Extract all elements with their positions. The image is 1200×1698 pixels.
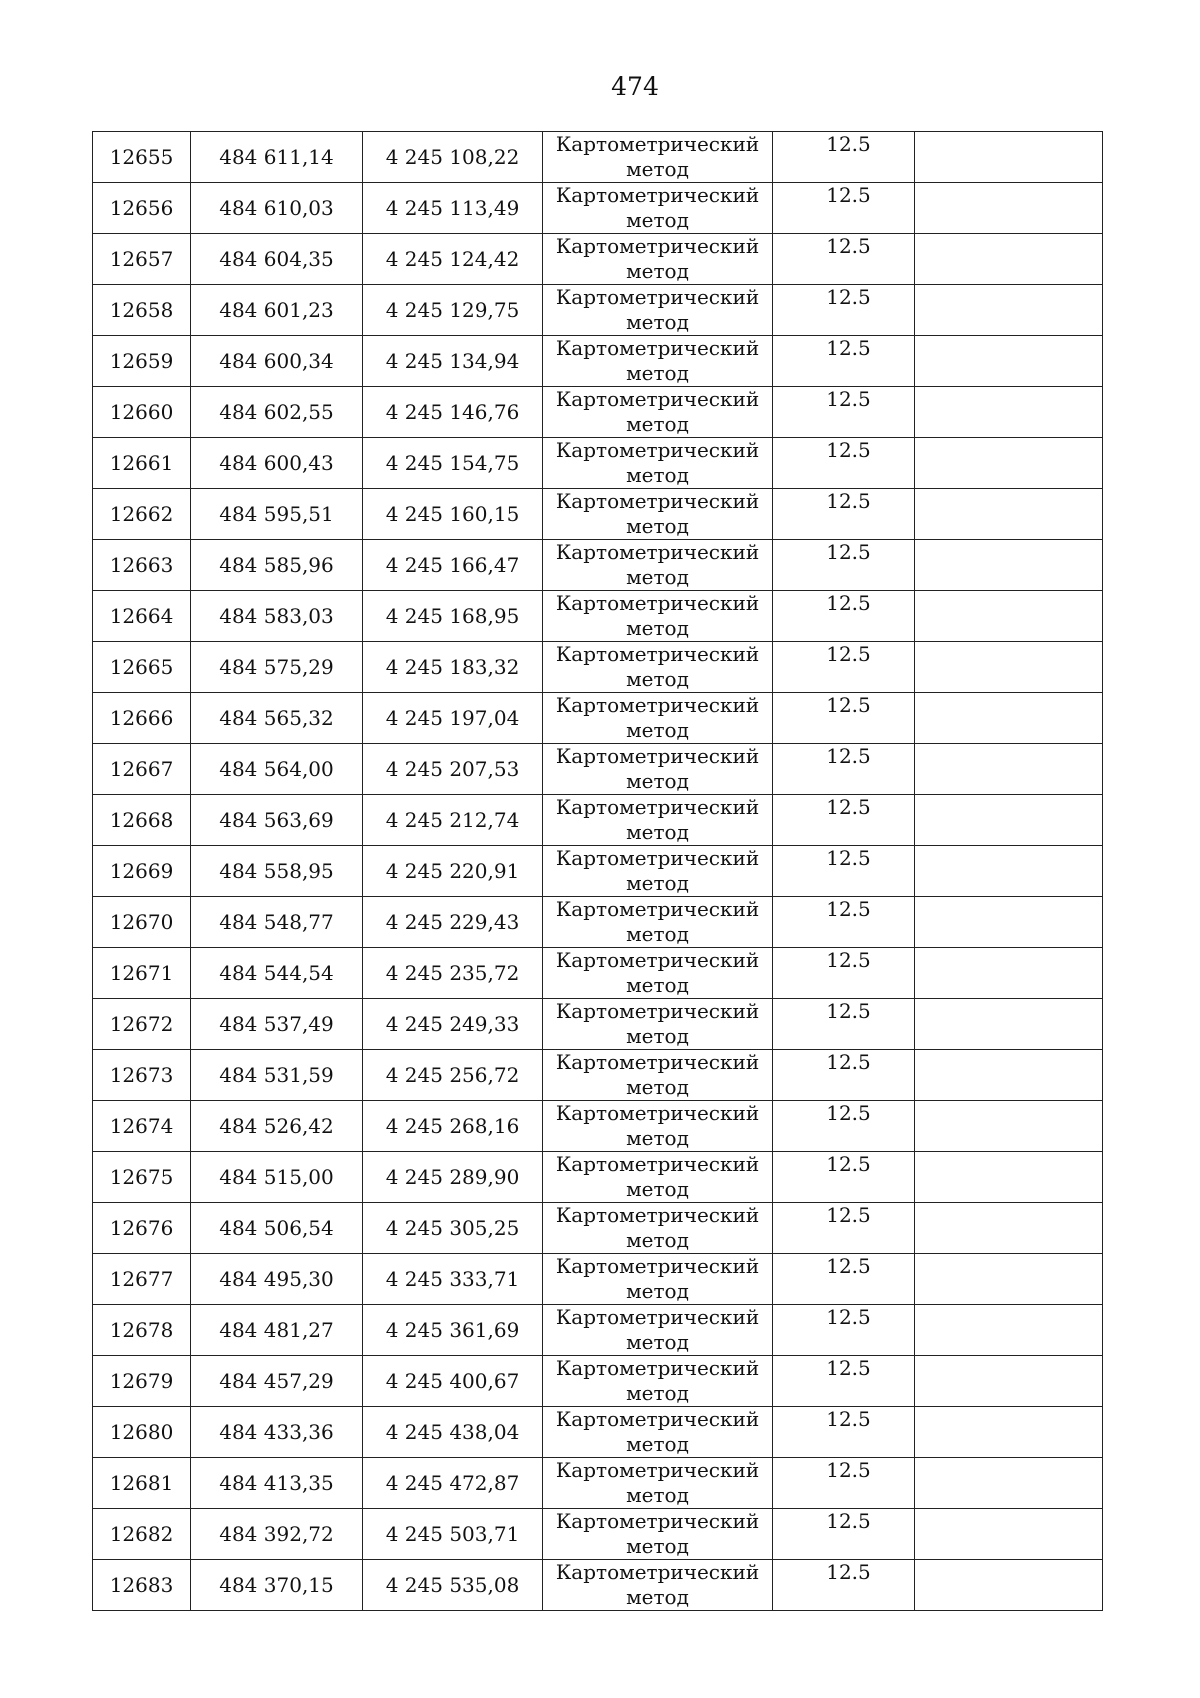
method-line-1: Картометрический (555, 948, 760, 972)
accuracy-cell (773, 1305, 915, 1356)
x-coordinate-cell: 484 604,35 (191, 234, 363, 285)
note-cell (915, 387, 1103, 438)
y-coordinate-cell: 4 245 268,16 (363, 1101, 543, 1152)
note-cell (915, 744, 1103, 795)
accuracy-value: 12.5 (826, 387, 871, 411)
method-line-2: метод (626, 361, 689, 385)
accuracy-cell (773, 1509, 915, 1560)
method-line-1: Картометрический (555, 1305, 760, 1329)
method-cell (543, 489, 773, 540)
accuracy-value: 12.5 (826, 1203, 871, 1227)
method-line-2: метод (626, 922, 689, 946)
y-coordinate-cell: 4 245 361,69 (363, 1305, 543, 1356)
table-row (93, 591, 1103, 642)
x-coordinate-cell: 484 481,27 (191, 1305, 363, 1356)
y-coordinate-cell: 4 245 124,42 (363, 234, 543, 285)
method-line-2: метод (626, 208, 689, 232)
table-row (93, 489, 1103, 540)
method-line-1: Картометрический (555, 489, 760, 513)
method-line-1: Картометрический (555, 1101, 760, 1125)
point-number-cell: 12660 (93, 387, 191, 438)
accuracy-value: 12.5 (826, 183, 871, 207)
method-cell (543, 999, 773, 1050)
x-coordinate-cell: 484 392,72 (191, 1509, 363, 1560)
coordinates-table (92, 131, 1103, 1611)
note-cell (915, 1050, 1103, 1101)
accuracy-cell (773, 285, 915, 336)
method-line-1: Картометрический (555, 1458, 760, 1482)
method-line-2: метод (626, 1228, 689, 1252)
method-cell (543, 132, 773, 183)
table-row (93, 744, 1103, 795)
point-number-cell: 12674 (93, 1101, 191, 1152)
accuracy-value: 12.5 (826, 489, 871, 513)
accuracy-cell (773, 1407, 915, 1458)
method-cell (543, 540, 773, 591)
accuracy-value: 12.5 (826, 285, 871, 309)
x-coordinate-cell: 484 413,35 (191, 1458, 363, 1509)
table-row (93, 897, 1103, 948)
accuracy-cell (773, 1356, 915, 1407)
method-cell (543, 897, 773, 948)
point-number-cell: 12679 (93, 1356, 191, 1407)
method-line-1: Картометрический (555, 336, 760, 360)
method-line-1: Картометрический (555, 642, 760, 666)
point-number-cell: 12668 (93, 795, 191, 846)
y-coordinate-cell: 4 245 438,04 (363, 1407, 543, 1458)
method-line-2: метод (626, 412, 689, 436)
x-coordinate-cell: 484 537,49 (191, 999, 363, 1050)
point-number-cell: 12673 (93, 1050, 191, 1101)
note-cell (915, 285, 1103, 336)
x-coordinate-cell: 484 601,23 (191, 285, 363, 336)
method-line-2: метод (626, 667, 689, 691)
method-cell (543, 846, 773, 897)
table-row (93, 1254, 1103, 1305)
accuracy-cell (773, 744, 915, 795)
table-row (93, 1050, 1103, 1101)
y-coordinate-cell: 4 245 197,04 (363, 693, 543, 744)
method-line-2: метод (626, 1585, 689, 1609)
method-line-1: Картометрический (555, 846, 760, 870)
method-line-1: Картометрический (555, 1152, 760, 1176)
method-line-1: Картометрический (555, 540, 760, 564)
table-row (93, 285, 1103, 336)
point-number-cell: 12658 (93, 285, 191, 336)
x-coordinate-cell: 484 563,69 (191, 795, 363, 846)
note-cell (915, 183, 1103, 234)
method-line-1: Картометрический (555, 999, 760, 1023)
method-line-2: метод (626, 718, 689, 742)
point-number-cell: 12657 (93, 234, 191, 285)
accuracy-value: 12.5 (826, 336, 871, 360)
accuracy-value: 12.5 (826, 1560, 871, 1584)
table-row (93, 1203, 1103, 1254)
method-line-1: Картометрический (555, 591, 760, 615)
accuracy-cell (773, 642, 915, 693)
accuracy-cell (773, 1254, 915, 1305)
table-row (93, 132, 1103, 183)
method-cell (543, 1152, 773, 1203)
y-coordinate-cell: 4 245 108,22 (363, 132, 543, 183)
method-cell (543, 1203, 773, 1254)
method-line-1: Картометрический (555, 234, 760, 258)
method-line-1: Картометрический (555, 1203, 760, 1227)
accuracy-cell (773, 489, 915, 540)
page-number: 474 (611, 72, 659, 101)
method-line-2: метод (626, 259, 689, 283)
method-line-1: Картометрический (555, 1050, 760, 1074)
accuracy-value: 12.5 (826, 999, 871, 1023)
accuracy-value: 12.5 (826, 540, 871, 564)
accuracy-cell (773, 591, 915, 642)
method-line-1: Картометрический (555, 693, 760, 717)
y-coordinate-cell: 4 245 154,75 (363, 438, 543, 489)
method-cell (543, 948, 773, 999)
accuracy-value: 12.5 (826, 744, 871, 768)
x-coordinate-cell: 484 548,77 (191, 897, 363, 948)
method-line-2: метод (626, 1534, 689, 1558)
y-coordinate-cell: 4 245 129,75 (363, 285, 543, 336)
method-line-2: метод (626, 1126, 689, 1150)
y-coordinate-cell: 4 245 289,90 (363, 1152, 543, 1203)
method-cell (543, 1356, 773, 1407)
x-coordinate-cell: 484 611,14 (191, 132, 363, 183)
method-line-2: метод (626, 514, 689, 538)
method-line-1: Картометрический (555, 1254, 760, 1278)
method-line-1: Картометрический (555, 438, 760, 462)
method-line-2: метод (626, 1483, 689, 1507)
method-line-2: метод (626, 1330, 689, 1354)
accuracy-cell (773, 693, 915, 744)
method-line-2: метод (626, 1177, 689, 1201)
table-row (93, 795, 1103, 846)
x-coordinate-cell: 484 583,03 (191, 591, 363, 642)
y-coordinate-cell: 4 245 256,72 (363, 1050, 543, 1101)
note-cell (915, 132, 1103, 183)
table-row (93, 1305, 1103, 1356)
method-line-2: метод (626, 1381, 689, 1405)
accuracy-value: 12.5 (826, 1050, 871, 1074)
y-coordinate-cell: 4 245 333,71 (363, 1254, 543, 1305)
point-number-cell: 12667 (93, 744, 191, 795)
table-row (93, 1560, 1103, 1611)
x-coordinate-cell: 484 610,03 (191, 183, 363, 234)
method-cell (543, 1305, 773, 1356)
accuracy-cell (773, 795, 915, 846)
note-cell (915, 591, 1103, 642)
point-number-cell: 12677 (93, 1254, 191, 1305)
x-coordinate-cell: 484 558,95 (191, 846, 363, 897)
accuracy-value: 12.5 (826, 693, 871, 717)
note-cell (915, 642, 1103, 693)
y-coordinate-cell: 4 245 212,74 (363, 795, 543, 846)
table-row (93, 387, 1103, 438)
x-coordinate-cell: 484 565,32 (191, 693, 363, 744)
accuracy-cell (773, 948, 915, 999)
method-cell (543, 795, 773, 846)
note-cell (915, 1254, 1103, 1305)
method-cell (543, 693, 773, 744)
accuracy-cell (773, 1458, 915, 1509)
table-row (93, 642, 1103, 693)
accuracy-value: 12.5 (826, 1305, 871, 1329)
method-line-2: метод (626, 310, 689, 334)
method-line-1: Картометрический (555, 132, 760, 156)
accuracy-cell (773, 438, 915, 489)
point-number-cell: 12683 (93, 1560, 191, 1611)
note-cell (915, 1101, 1103, 1152)
method-line-1: Картометрический (555, 1560, 760, 1584)
accuracy-value: 12.5 (826, 234, 871, 258)
method-cell (543, 438, 773, 489)
x-coordinate-cell: 484 564,00 (191, 744, 363, 795)
point-number-cell: 12661 (93, 438, 191, 489)
y-coordinate-cell: 4 245 535,08 (363, 1560, 543, 1611)
point-number-cell: 12662 (93, 489, 191, 540)
x-coordinate-cell: 484 585,96 (191, 540, 363, 591)
method-line-2: метод (626, 463, 689, 487)
y-coordinate-cell: 4 245 183,32 (363, 642, 543, 693)
note-cell (915, 438, 1103, 489)
x-coordinate-cell: 484 544,54 (191, 948, 363, 999)
method-cell (543, 1101, 773, 1152)
note-cell (915, 1509, 1103, 1560)
method-line-1: Картометрический (555, 285, 760, 309)
point-number-cell: 12675 (93, 1152, 191, 1203)
note-cell (915, 1305, 1103, 1356)
accuracy-value: 12.5 (826, 948, 871, 972)
point-number-cell: 12671 (93, 948, 191, 999)
accuracy-cell (773, 336, 915, 387)
accuracy-cell (773, 1560, 915, 1611)
accuracy-cell (773, 897, 915, 948)
x-coordinate-cell: 484 506,54 (191, 1203, 363, 1254)
accuracy-value: 12.5 (826, 1152, 871, 1176)
y-coordinate-cell: 4 245 166,47 (363, 540, 543, 591)
method-line-1: Картометрический (555, 387, 760, 411)
x-coordinate-cell: 484 600,34 (191, 336, 363, 387)
accuracy-cell (773, 846, 915, 897)
table-row (93, 693, 1103, 744)
note-cell (915, 234, 1103, 285)
accuracy-cell (773, 387, 915, 438)
method-cell (543, 1458, 773, 1509)
y-coordinate-cell: 4 245 235,72 (363, 948, 543, 999)
point-number-cell: 12655 (93, 132, 191, 183)
table-row (93, 183, 1103, 234)
y-coordinate-cell: 4 245 305,25 (363, 1203, 543, 1254)
method-cell (543, 1407, 773, 1458)
note-cell (915, 693, 1103, 744)
y-coordinate-cell: 4 245 503,71 (363, 1509, 543, 1560)
method-line-2: метод (626, 973, 689, 997)
x-coordinate-cell: 484 526,42 (191, 1101, 363, 1152)
point-number-cell: 12680 (93, 1407, 191, 1458)
accuracy-cell (773, 183, 915, 234)
table-row (93, 1407, 1103, 1458)
note-cell (915, 999, 1103, 1050)
method-cell (543, 744, 773, 795)
point-number-cell: 12670 (93, 897, 191, 948)
method-cell (543, 642, 773, 693)
table-row (93, 999, 1103, 1050)
table-row (93, 1356, 1103, 1407)
accuracy-value: 12.5 (826, 591, 871, 615)
accuracy-cell (773, 1050, 915, 1101)
y-coordinate-cell: 4 245 249,33 (363, 999, 543, 1050)
y-coordinate-cell: 4 245 400,67 (363, 1356, 543, 1407)
accuracy-cell (773, 540, 915, 591)
table-row (93, 846, 1103, 897)
point-number-cell: 12678 (93, 1305, 191, 1356)
method-cell (543, 1254, 773, 1305)
table-row (93, 540, 1103, 591)
x-coordinate-cell: 484 531,59 (191, 1050, 363, 1101)
method-cell (543, 387, 773, 438)
x-coordinate-cell: 484 600,43 (191, 438, 363, 489)
y-coordinate-cell: 4 245 472,87 (363, 1458, 543, 1509)
accuracy-cell (773, 1152, 915, 1203)
x-coordinate-cell: 484 515,00 (191, 1152, 363, 1203)
accuracy-cell (773, 999, 915, 1050)
y-coordinate-cell: 4 245 134,94 (363, 336, 543, 387)
point-number-cell: 12681 (93, 1458, 191, 1509)
note-cell (915, 948, 1103, 999)
method-line-1: Картометрический (555, 897, 760, 921)
x-coordinate-cell: 484 457,29 (191, 1356, 363, 1407)
method-line-2: метод (626, 565, 689, 589)
note-cell (915, 336, 1103, 387)
method-cell (543, 591, 773, 642)
note-cell (915, 489, 1103, 540)
accuracy-value: 12.5 (826, 1101, 871, 1125)
x-coordinate-cell: 484 602,55 (191, 387, 363, 438)
note-cell (915, 1458, 1103, 1509)
point-number-cell: 12666 (93, 693, 191, 744)
note-cell (915, 1407, 1103, 1458)
x-coordinate-cell: 484 495,30 (191, 1254, 363, 1305)
x-coordinate-cell: 484 575,29 (191, 642, 363, 693)
table-row (93, 1458, 1103, 1509)
note-cell (915, 897, 1103, 948)
accuracy-value: 12.5 (826, 1407, 871, 1431)
note-cell (915, 795, 1103, 846)
table-row (93, 1509, 1103, 1560)
y-coordinate-cell: 4 245 229,43 (363, 897, 543, 948)
note-cell (915, 1152, 1103, 1203)
y-coordinate-cell: 4 245 160,15 (363, 489, 543, 540)
method-line-1: Картометрический (555, 795, 760, 819)
method-cell (543, 1560, 773, 1611)
point-number-cell: 12659 (93, 336, 191, 387)
method-line-2: метод (626, 1279, 689, 1303)
method-line-2: метод (626, 1432, 689, 1456)
point-number-cell: 12664 (93, 591, 191, 642)
point-number-cell: 12665 (93, 642, 191, 693)
table-row (93, 438, 1103, 489)
point-number-cell: 12672 (93, 999, 191, 1050)
y-coordinate-cell: 4 245 220,91 (363, 846, 543, 897)
method-cell (543, 1509, 773, 1560)
method-cell (543, 234, 773, 285)
coordinates-table-body (93, 132, 1103, 1611)
note-cell (915, 540, 1103, 591)
table-row (93, 234, 1103, 285)
method-line-2: метод (626, 157, 689, 181)
method-line-1: Картометрический (555, 1509, 760, 1533)
method-line-1: Картометрический (555, 1356, 760, 1380)
note-cell (915, 1560, 1103, 1611)
point-number-cell: 12663 (93, 540, 191, 591)
accuracy-value: 12.5 (826, 1356, 871, 1380)
accuracy-cell (773, 234, 915, 285)
accuracy-value: 12.5 (826, 1509, 871, 1533)
method-line-2: метод (626, 1075, 689, 1099)
table-row (93, 336, 1103, 387)
x-coordinate-cell: 484 595,51 (191, 489, 363, 540)
method-line-2: метод (626, 616, 689, 640)
note-cell (915, 1356, 1103, 1407)
accuracy-cell (773, 1101, 915, 1152)
accuracy-cell (773, 1203, 915, 1254)
accuracy-cell (773, 132, 915, 183)
note-cell (915, 1203, 1103, 1254)
accuracy-value: 12.5 (826, 642, 871, 666)
accuracy-value: 12.5 (826, 438, 871, 462)
method-line-2: метод (626, 820, 689, 844)
method-line-2: метод (626, 769, 689, 793)
method-cell (543, 285, 773, 336)
method-line-2: метод (626, 1024, 689, 1048)
x-coordinate-cell: 484 433,36 (191, 1407, 363, 1458)
method-line-1: Картометрический (555, 183, 760, 207)
y-coordinate-cell: 4 245 168,95 (363, 591, 543, 642)
table-row (93, 1152, 1103, 1203)
method-cell (543, 183, 773, 234)
method-cell (543, 1050, 773, 1101)
point-number-cell: 12669 (93, 846, 191, 897)
table-row (93, 1101, 1103, 1152)
point-number-cell: 12676 (93, 1203, 191, 1254)
accuracy-value: 12.5 (826, 1254, 871, 1278)
method-line-1: Картометрический (555, 744, 760, 768)
note-cell (915, 846, 1103, 897)
point-number-cell: 12656 (93, 183, 191, 234)
accuracy-value: 12.5 (826, 795, 871, 819)
accuracy-value: 12.5 (826, 1458, 871, 1482)
accuracy-value: 12.5 (826, 132, 871, 156)
accuracy-value: 12.5 (826, 846, 871, 870)
method-cell (543, 336, 773, 387)
point-number-cell: 12682 (93, 1509, 191, 1560)
accuracy-value: 12.5 (826, 897, 871, 921)
y-coordinate-cell: 4 245 146,76 (363, 387, 543, 438)
table-row (93, 948, 1103, 999)
x-coordinate-cell: 484 370,15 (191, 1560, 363, 1611)
y-coordinate-cell: 4 245 207,53 (363, 744, 543, 795)
method-line-1: Картометрический (555, 1407, 760, 1431)
method-line-2: метод (626, 871, 689, 895)
y-coordinate-cell: 4 245 113,49 (363, 183, 543, 234)
